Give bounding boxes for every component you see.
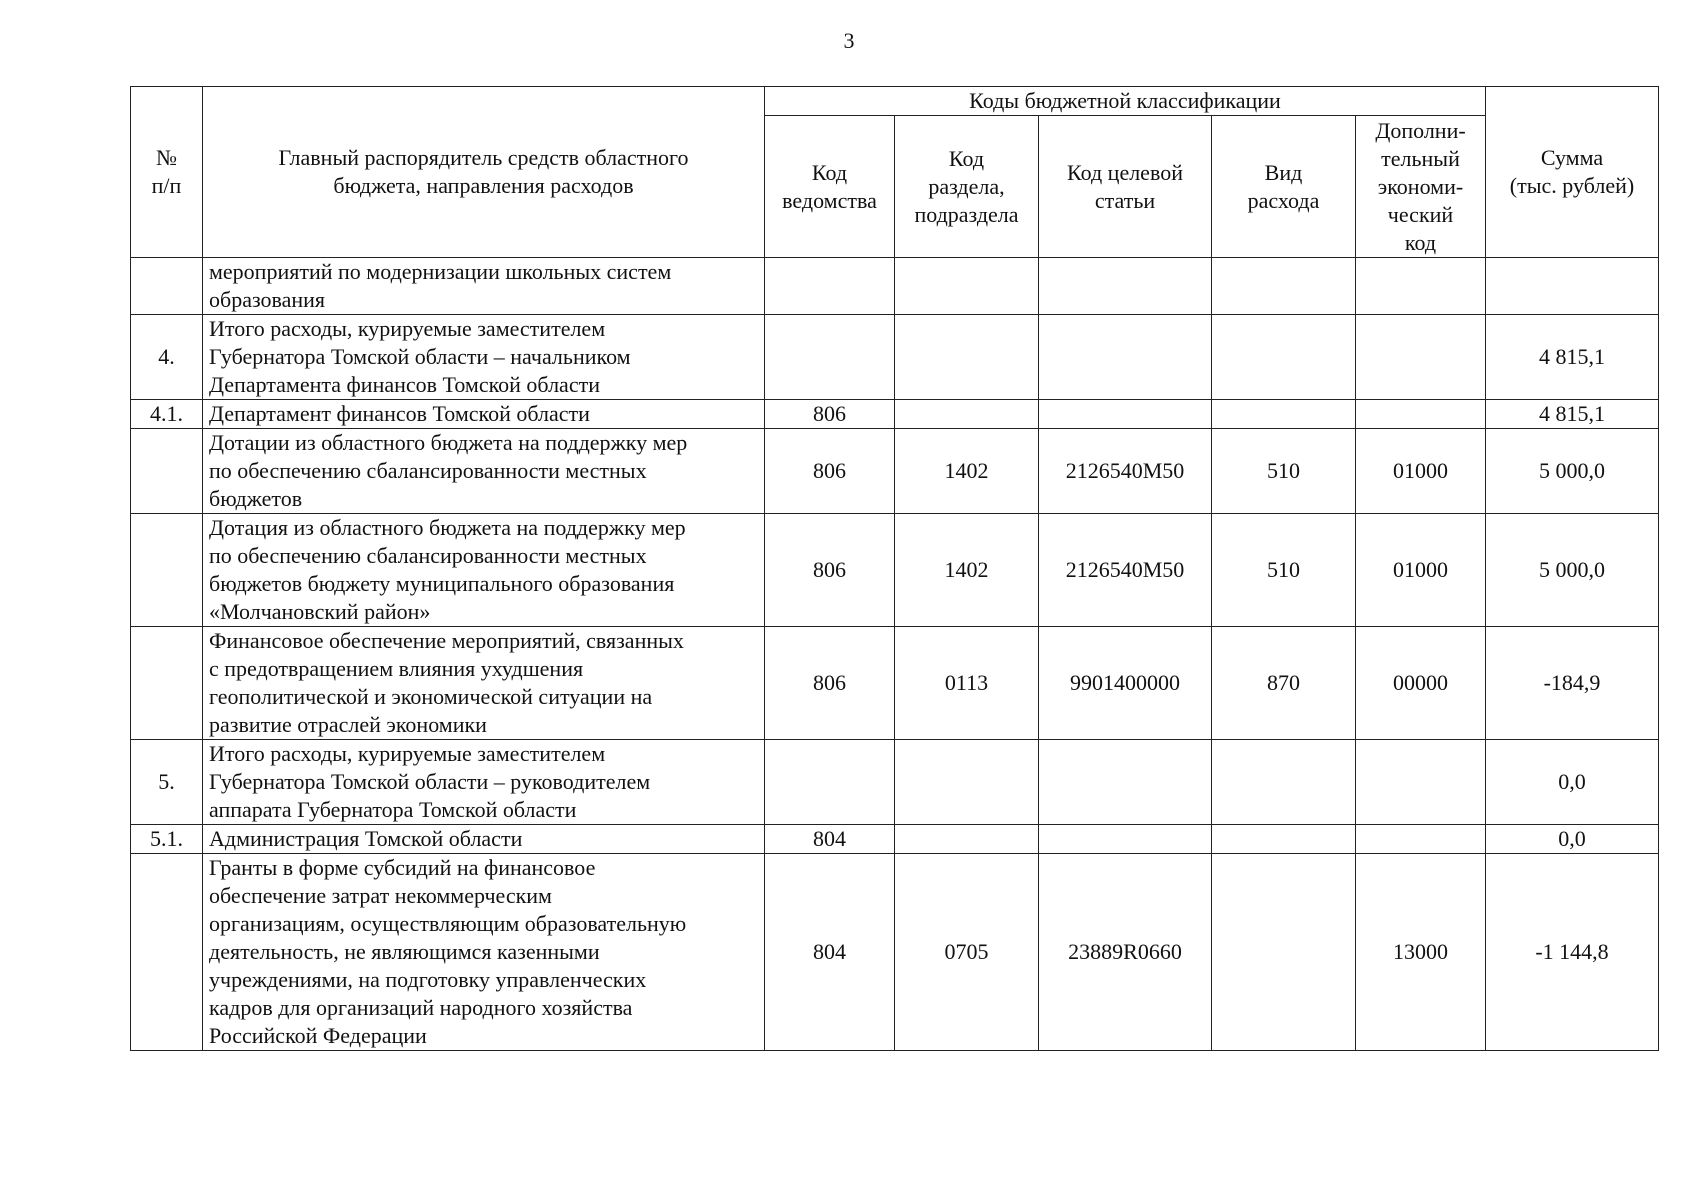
row-name-cell: Администрация Томской области (203, 825, 765, 854)
header-budget-codes: Коды бюджетной классификации (765, 87, 1486, 116)
row-sum-cell: 5 000,0 (1486, 514, 1659, 627)
row-target-code-cell (1039, 315, 1212, 400)
table-row (131, 825, 1659, 854)
row-expense-type-cell: 510 (1212, 514, 1356, 627)
row-section-code-cell: 0705 (895, 854, 1039, 1051)
row-expense-type-cell (1212, 854, 1356, 1051)
header-name: Главный распорядитель средств областного бюджета, направления расходов (203, 87, 765, 258)
row-dept-code-cell (765, 740, 895, 825)
row-dept-code-cell: 804 (765, 854, 895, 1051)
row-target-code-cell (1039, 740, 1212, 825)
row-expense-type-cell (1212, 258, 1356, 315)
header-section-code: Код раздела, подраздела (895, 116, 1039, 258)
header-target-code: Код целевой статьи (1039, 116, 1212, 258)
row-num-cell (131, 514, 203, 627)
table-body (131, 258, 1659, 1051)
row-sum-cell: -184,9 (1486, 627, 1659, 740)
row-section-code-cell: 1402 (895, 514, 1039, 627)
row-extra-code-cell (1356, 400, 1486, 429)
row-name-cell: Финансовое обеспечение мероприятий, связанных с предотвращением влияния ухудшения геополитической и экономической ситуации на развитие отраслей экономики (203, 627, 765, 740)
header-num: № п/п (131, 87, 203, 258)
header-sum: Сумма (тыс. рублей) (1486, 87, 1659, 258)
row-name-cell: Гранты в форме субсидий на финансовое обеспечение затрат некоммерческим организациям, осуществляющим образовательную деятельность, не являющимся казенными учреждениями, на подготовку управленческих кадров для организаций народного хозяйства Российской Федерации (203, 854, 765, 1051)
row-expense-type-cell (1212, 825, 1356, 854)
header-extra-code: Дополни- тельный экономи- ческий код (1356, 116, 1486, 258)
row-num-cell (131, 258, 203, 315)
row-name-cell: Итого расходы, курируемые заместителем Губернатора Томской области – руководителем аппарата Губернатора Томской области (203, 740, 765, 825)
header-dept-code: Код ведомства (765, 116, 895, 258)
row-dept-code-cell: 806 (765, 514, 895, 627)
row-section-code-cell: 0113 (895, 627, 1039, 740)
row-target-code-cell: 2126540M50 (1039, 514, 1212, 627)
row-extra-code-cell (1356, 315, 1486, 400)
row-section-code-cell (895, 315, 1039, 400)
row-name-cell: Департамент финансов Томской области (203, 400, 765, 429)
row-dept-code-cell (765, 315, 895, 400)
table-row (131, 514, 1659, 627)
table-row (131, 400, 1659, 429)
row-extra-code-cell (1356, 258, 1486, 315)
table-row (131, 740, 1659, 825)
row-extra-code-cell (1356, 825, 1486, 854)
row-target-code-cell: 2126540M50 (1039, 429, 1212, 514)
row-section-code-cell (895, 400, 1039, 429)
row-target-code-cell (1039, 825, 1212, 854)
row-target-code-cell (1039, 258, 1212, 315)
header-expense-type: Вид расхода (1212, 116, 1356, 258)
row-dept-code-cell: 806 (765, 400, 895, 429)
row-sum-cell: 4 815,1 (1486, 315, 1659, 400)
row-num-cell (131, 429, 203, 514)
row-num-cell (131, 854, 203, 1051)
row-extra-code-cell: 01000 (1356, 429, 1486, 514)
row-extra-code-cell: 01000 (1356, 514, 1486, 627)
row-section-code-cell: 1402 (895, 429, 1039, 514)
table-row (131, 258, 1659, 315)
row-name-cell: Дотация из областного бюджета на поддержку мер по обеспечению сбалансированности местных бюджетов бюджету муниципального образования «Молчановский район» (203, 514, 765, 627)
row-sum-cell (1486, 258, 1659, 315)
row-name-cell: Итого расходы, курируемые заместителем Губернатора Томской области – начальником Департамента финансов Томской области (203, 315, 765, 400)
row-section-code-cell (895, 740, 1039, 825)
table-row (131, 627, 1659, 740)
row-num-cell (131, 627, 203, 740)
row-expense-type-cell: 510 (1212, 429, 1356, 514)
row-sum-cell: -1 144,8 (1486, 854, 1659, 1051)
row-section-code-cell (895, 825, 1039, 854)
row-expense-type-cell (1212, 740, 1356, 825)
table-row (131, 854, 1659, 1051)
row-sum-cell: 0,0 (1486, 740, 1659, 825)
row-expense-type-cell (1212, 400, 1356, 429)
row-extra-code-cell: 13000 (1356, 854, 1486, 1051)
row-dept-code-cell: 806 (765, 429, 895, 514)
row-expense-type-cell (1212, 315, 1356, 400)
row-section-code-cell (895, 258, 1039, 315)
row-num-cell: 4.1. (131, 400, 203, 429)
row-target-code-cell: 9901400000 (1039, 627, 1212, 740)
row-extra-code-cell: 00000 (1356, 627, 1486, 740)
row-sum-cell: 4 815,1 (1486, 400, 1659, 429)
row-num-cell: 4. (131, 315, 203, 400)
row-expense-type-cell: 870 (1212, 627, 1356, 740)
row-extra-code-cell (1356, 740, 1486, 825)
row-dept-code-cell (765, 258, 895, 315)
page-number: 3 (843, 28, 855, 53)
row-target-code-cell (1039, 400, 1212, 429)
row-sum-cell: 5 000,0 (1486, 429, 1659, 514)
table-row (131, 315, 1659, 400)
row-name-cell: Дотации из областного бюджета на поддержку мер по обеспечению сбалансированности местных бюджетов (203, 429, 765, 514)
row-dept-code-cell: 806 (765, 627, 895, 740)
row-num-cell: 5.1. (131, 825, 203, 854)
row-sum-cell: 0,0 (1486, 825, 1659, 854)
row-dept-code-cell: 804 (765, 825, 895, 854)
table-row (131, 429, 1659, 514)
row-target-code-cell: 23889R0660 (1039, 854, 1212, 1051)
row-name-cell: мероприятий по модернизации школьных систем образования (203, 258, 765, 315)
budget-table (130, 86, 1659, 1051)
row-num-cell: 5. (131, 740, 203, 825)
